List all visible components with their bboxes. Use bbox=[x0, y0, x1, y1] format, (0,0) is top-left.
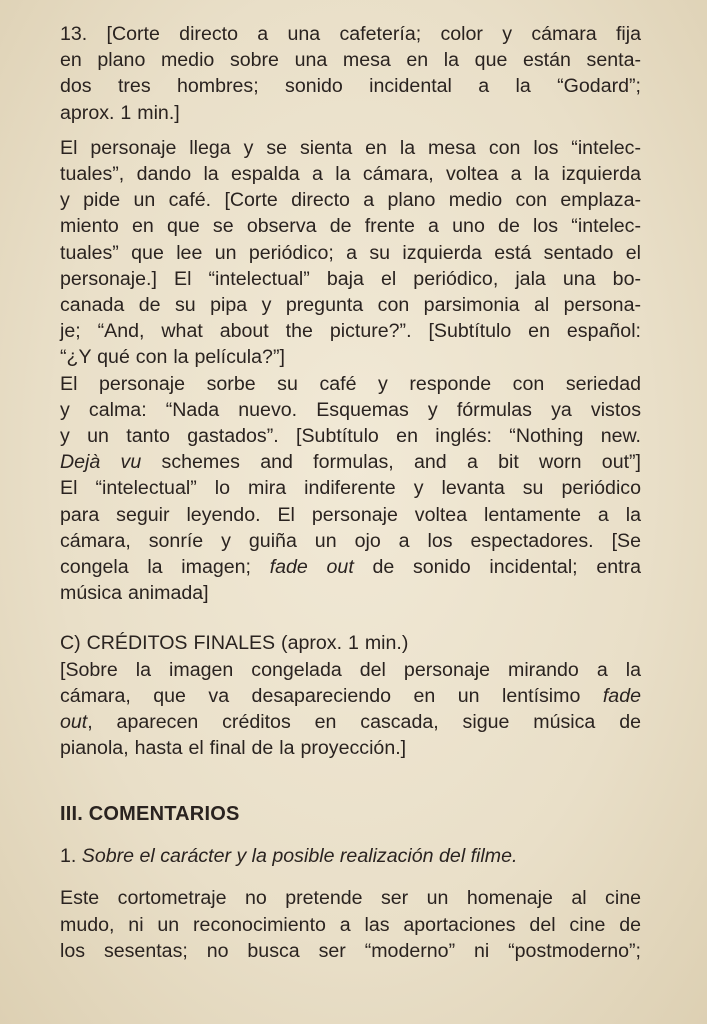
spacer bbox=[60, 606, 641, 630]
credits-section bbox=[60, 630, 641, 761]
text-span: de sonido incidental; entra bbox=[353, 556, 641, 579]
text-line: pianola, hasta el final de la proyección.] bbox=[60, 737, 407, 760]
action-paragraph-2 bbox=[60, 371, 641, 476]
text-line: cámara, sonríe y guiña un ojo a los espectadores. [Se bbox=[60, 529, 641, 552]
italic-term: out bbox=[60, 711, 88, 734]
comments-paragraph bbox=[60, 885, 641, 964]
text-line: en plano medio sobre una mesa en la que están senta- bbox=[60, 49, 641, 72]
text-line bbox=[60, 683, 641, 709]
text-line: El personaje llega y se sienta en la mesa con los “intelec- bbox=[60, 136, 641, 159]
action-paragraph-1 bbox=[60, 135, 641, 371]
text-line: je; “And, what about the picture?”. [Subtítulo en español: bbox=[60, 320, 641, 343]
spacer bbox=[60, 126, 641, 135]
text-span: cámara, que va desapareciendo en un lentísimo bbox=[60, 684, 603, 707]
text-span: schemes and formulas, and a bit worn out”] bbox=[141, 451, 641, 474]
action-paragraph-3 bbox=[60, 475, 641, 606]
scene-13-description bbox=[60, 21, 641, 126]
italic-term: fade bbox=[602, 684, 641, 707]
text-line: los sesentas; no busca ser “moderno” ni “postmoderno”; bbox=[60, 939, 641, 962]
text-line: dos tres hombres; sonido incidental a la “Godard”; bbox=[60, 75, 641, 98]
text-line: miento en que se observa de frente a uno de los “intelec- bbox=[60, 215, 641, 238]
text-line: y calma: “Nada nuevo. Esquemas y fórmulas ya vistos bbox=[60, 398, 641, 421]
text-line: Este cortometraje no pretende ser un homenaje al cine bbox=[60, 887, 641, 910]
spacer bbox=[60, 761, 641, 801]
text-line: y pide un café. [Corte directo a plano medio con emplaza- bbox=[60, 189, 641, 212]
text-line: para seguir leyendo. El personaje voltea lentamente a la bbox=[60, 503, 641, 526]
text-line: El “intelectual” lo mira indiferente y levanta su periódico bbox=[60, 477, 641, 500]
text-line bbox=[60, 554, 641, 580]
text-span: congela la imagen; bbox=[60, 556, 270, 579]
credits-title: C) CRÉDITOS FINALES (aprox. 1 min.) bbox=[60, 632, 409, 655]
text-line: aprox. 1 min.] bbox=[60, 101, 180, 124]
subsection-title: Sobre el carácter y la posible realización del filme. bbox=[81, 845, 518, 868]
subsection-heading bbox=[60, 843, 641, 869]
text-line: El personaje sorbe su café y responde con seriedad bbox=[60, 372, 641, 395]
text-line bbox=[60, 709, 641, 735]
text-line: 13. [Corte directo a una cafetería; color y cámara fija bbox=[60, 23, 641, 45]
italic-term: Dejà vu bbox=[60, 451, 142, 474]
text-line: y un tanto gastados”. [Subtítulo en inglés: “Nothing new. bbox=[60, 425, 641, 448]
text-line: personaje.] El “intelectual” baja el periódico, jala una bo- bbox=[60, 267, 641, 290]
text-line bbox=[60, 449, 641, 475]
text-line: tuales” que lee un periódico; a su izquierda está sentado el bbox=[60, 241, 641, 264]
text-line: canada de su pipa y pregunta con parsimonia al persona- bbox=[60, 294, 641, 317]
text-span: , aparecen créditos en cascada, sigue música de bbox=[87, 711, 641, 734]
spacer bbox=[60, 827, 641, 843]
italic-term: fade out bbox=[269, 556, 354, 579]
text-line: música animada] bbox=[60, 582, 209, 605]
text-line: [Sobre la imagen congelada del personaje mirando a la bbox=[60, 658, 641, 681]
text-line: tuales”, dando la espalda a la cámara, voltea a la izquierda bbox=[60, 163, 641, 186]
spacer bbox=[60, 869, 641, 885]
subsection-number: 1. bbox=[60, 845, 82, 868]
text-line: “¿Y qué con la película?”] bbox=[60, 346, 285, 369]
section-heading: III. COMENTARIOS bbox=[60, 803, 240, 826]
text-line: mudo, ni un reconocimiento a las aportaciones del cine de bbox=[60, 913, 641, 936]
